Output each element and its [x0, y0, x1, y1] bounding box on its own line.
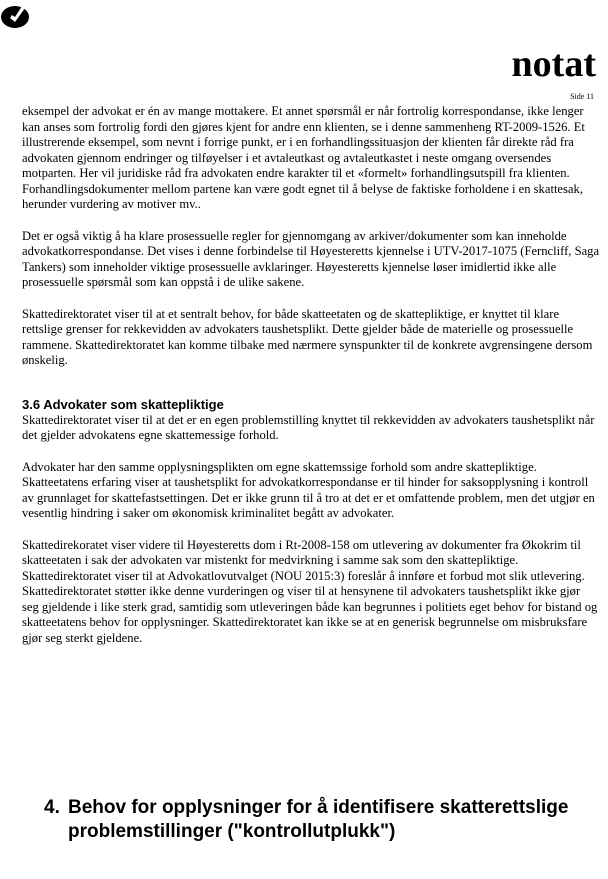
chapter-number: 4.: [44, 797, 60, 818]
body-paragraph: Advokater har den samme opplysningsplikten om egne skattemssige forhold som andre skattepliktige. Skatteetatens erfaring viser at taushetsplikt for advokatkorrespondanse er til hinder for saksopplysning i kontroll av grunnlaget for skattefastsettingen. Det er ikke grunn til å tro at det er et omfattende problem, men det utgjør en vesentlig hindring i saker om økonomisk kriminalitet begått av advokater.: [22, 459, 595, 520]
page-number: Side 11: [570, 92, 594, 101]
body-paragraph: eksempel der advokat er én av mange mottakere. Et annet spørsmål er når fortrolig korrespondanse, ikke lenger kan anses som fortrolig fordi den gjøres kjent for andre enn klienten, se i denne sammenheng RT-2009-1526. Et illustrerende eksempel, som nevnt i forrige punkt, er i en forhandlingssituasjon der klienten får direkte råd fra advokaten gjennom endringer og tilføyelser i et avtaleutkast og avtaleutkastet i neste omgang oversendes motparten. Her vil juridiske råd fra advokaten endre karakter til et «formelt» forhandlingsutspill fra klienten. Forhandlingsdokumenter mellom partene kan være godt egnet til å belyse de faktiske forholdene i en skattesak, herunder vurdering av motiver mv..: [22, 104, 585, 211]
body-paragraph: Skattedirektoratet viser til at et sentralt behov, for både skatteetaten og de skattepliktige, er knyttet til klare rettslige grenser for rekkevidden av advokaters taushetsplikt. Dette gjelder både de materielle og prosessuelle rammene. Skattedirektoratet kan komme tilbake med nærmere synspunkter til de konkrete avgrensingene dersom ønskelig.: [22, 306, 593, 367]
body-paragraph: Skattedirektoratet viser til at det er en egen problemstilling knyttet til rekkevidden av advokaters taushetsplikt når det gjelder advokatens egne skattemessige forhold.: [22, 412, 595, 442]
section-heading: 3.6 Advokater som skattepliktige: [22, 396, 224, 412]
body-paragraph: Skattedirekoratet viser videre til Høyesteretts dom i Rt-2008-158 om utlevering av dokumenter fra Økokrim til skatteetaten i sak der advokaten var mistenkt for medvirkning i samme sak som den skattepliktige. Skattedirektoratet viser til at Advokatlovutvalget (NOU 2015:3) foreslår å innføre et forbud mot slik utlevering. Skattedirektoratet støtter ikke denne vurderingen og viser til at hensynene til advokaters taushetsplikt ikke gjør seg gjeldende i like sterk grad, samtidig som utleveringen både kan begrunnes i politiets eget behov for bistand og skatteetatens behov for opplysninger. Skattedirektoratet kan ikke se at en generisk begrunnelse om misbruksfare gjør seg sterkt gjeldene.: [22, 537, 598, 645]
document-type-title: notat: [511, 43, 596, 85]
chapter-title: Behov for opplysninger for å identifisere skatterettslige problemstillinger ("kontrollutplukk"): [68, 797, 569, 842]
chapter-heading: [44, 796, 604, 844]
document-body: [22, 104, 600, 662]
ministry-logo-icon: [0, 0, 34, 30]
body-paragraph: Det er også viktig å ha klare prosessuelle regler for gjennomgang av arkiver/dokumenter som kan inneholde advokatkorrespondanse. Det vises i denne forbindelse til Høyesteretts kjennelse i UTV-2017-1075 (Ferncliff, Saga Tankers) som inneholder viktige prosessuelle avklaringer. Høyesteretts kjennelse løser imidlertid ikke alle prosessuelle spørsmål som kan oppstå i de ulike sakene.: [22, 228, 600, 289]
